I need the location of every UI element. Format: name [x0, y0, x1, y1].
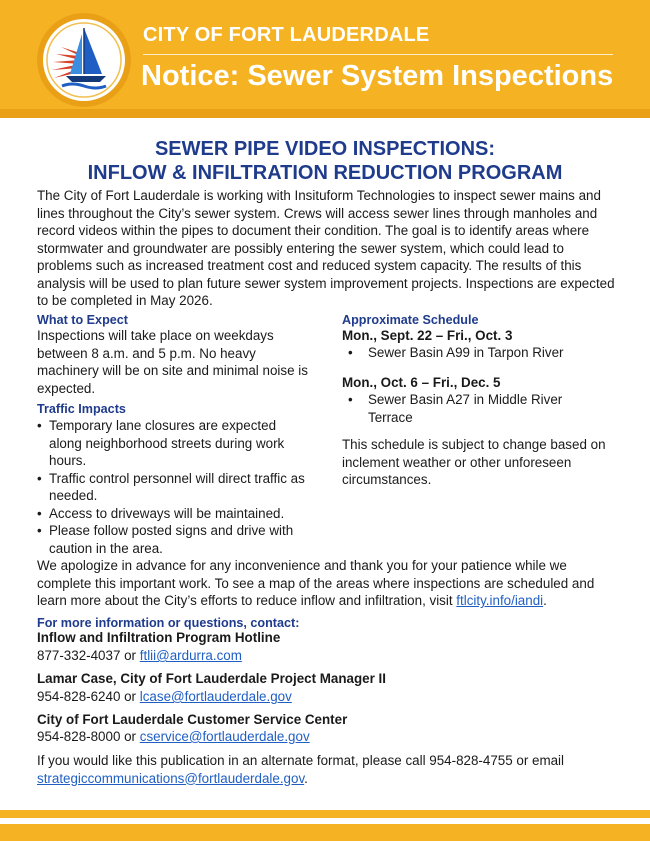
- list-item: • Sewer Basin A99 in Tarpon River: [342, 344, 617, 362]
- contacts-heading: For more information or questions, contact:: [37, 616, 300, 630]
- hotline-name: Inflow and Infiltration Program Hotline: [37, 630, 281, 645]
- schedule-period-2-dates: Mon., Oct. 6 – Fri., Dec. 5: [342, 375, 501, 390]
- schedule-period-1-dates: Mon., Sept. 22 – Fri., Oct. 3: [342, 328, 513, 343]
- intro-paragraph: The City of Fort Lauderdale is working with Insituform Technologies to inspect sewer mains and lines throughout the City’s sewer system. Crews will access sewer lines through manholes and record videos within the pipes to document their condition. The goal is to identify areas where stormwater and groundwater are possibly entering the sewer system, which could lead to problems such as increased treatment cost and reduced system capacity. The results of this analysis will be used to plan future sewer system improvement projects. Inspections are expected to be completed in May 2026.: [37, 188, 615, 308]
- service-center-name: City of Fort Lauderdale Customer Service Center: [37, 712, 348, 727]
- main-title-line1: SEWER PIPE VIDEO INSPECTIONS:: [154, 138, 496, 160]
- footer-band-thin: [0, 810, 650, 818]
- list-item: • Sewer Basin A27 in Middle River Terrace: [342, 391, 592, 426]
- manager-phone: 954-828-6240 or: [37, 689, 140, 704]
- apology-paragraph: [37, 557, 617, 610]
- hotline-contact: [37, 647, 242, 665]
- alternate-text: If you would like this publication in an alternate format, please call 954-828-4755 or email: [37, 753, 565, 768]
- manager-contact: [37, 688, 292, 706]
- city-seal-sailboat-icon: [36, 12, 132, 108]
- iandi-link[interactable]: ftlcity.info/iandi: [456, 593, 544, 608]
- traffic-impacts-list: [37, 417, 312, 557]
- org-name: CITY OF FORT LAUDERDALE: [143, 24, 430, 46]
- list-item: • Access to driveways will be maintained.: [37, 505, 312, 523]
- schedule-heading: Approximate Schedule: [342, 313, 479, 327]
- list-item: • Please follow posted signs and drive with caution in the area.: [37, 522, 312, 557]
- list-item: • Traffic control personnel will direct traffic as needed.: [37, 470, 312, 505]
- footer-band: [0, 824, 650, 841]
- schedule-note: This schedule is subject to change based on inclement weather or other unforeseen circumstances.: [342, 437, 606, 487]
- service-center-phone: 954-828-8000 or: [37, 729, 140, 744]
- hotline-email-link[interactable]: ftlii@ardurra.com: [139, 648, 242, 663]
- apology-text: We apologize in advance for any inconvenience and thank you for your patience while we complete this important work. To see a map of the areas where inspections are scheduled and learn more about the City’s efforts to reduce inflow and infiltration, visit: [37, 558, 595, 608]
- hotline-phone: 877-332-4037 or: [37, 648, 140, 663]
- schedule-period-1-list: [342, 344, 617, 362]
- header-divider: [143, 54, 613, 55]
- manager-email-link[interactable]: lcase@fortlauderdale.gov: [139, 689, 292, 704]
- strategic-comms-email-link[interactable]: strategiccommunications@fortlauderdale.gov: [37, 770, 305, 786]
- what-to-expect-heading: What to Expect: [37, 313, 128, 327]
- alternate-format-paragraph: [37, 752, 617, 787]
- notice-title: Notice: Sewer System Inspections: [141, 60, 614, 92]
- manager-name: Lamar Case, City of Fort Lauderdale Project Manager II: [37, 671, 386, 686]
- what-to-expect-body: Inspections will take place on weekdays between 8 a.m. and 5 p.m. No heavy machinery will be on site and minimal noise is expected.: [37, 328, 308, 396]
- schedule-period-2-list: [342, 391, 592, 426]
- main-title-line2: INFLOW & INFILTRATION REDUCTION PROGRAM: [87, 162, 563, 184]
- service-center-contact: [37, 728, 310, 746]
- apology-end: .: [543, 593, 547, 608]
- list-item: • Temporary lane closures are expected along neighborhood streets during work hours.: [37, 417, 312, 470]
- alternate-end: .: [304, 770, 308, 786]
- traffic-impacts-heading: Traffic Impacts: [37, 402, 126, 416]
- service-email-link[interactable]: cservice@fortlauderdale.gov: [139, 729, 310, 744]
- header-bottom-band: [0, 109, 650, 118]
